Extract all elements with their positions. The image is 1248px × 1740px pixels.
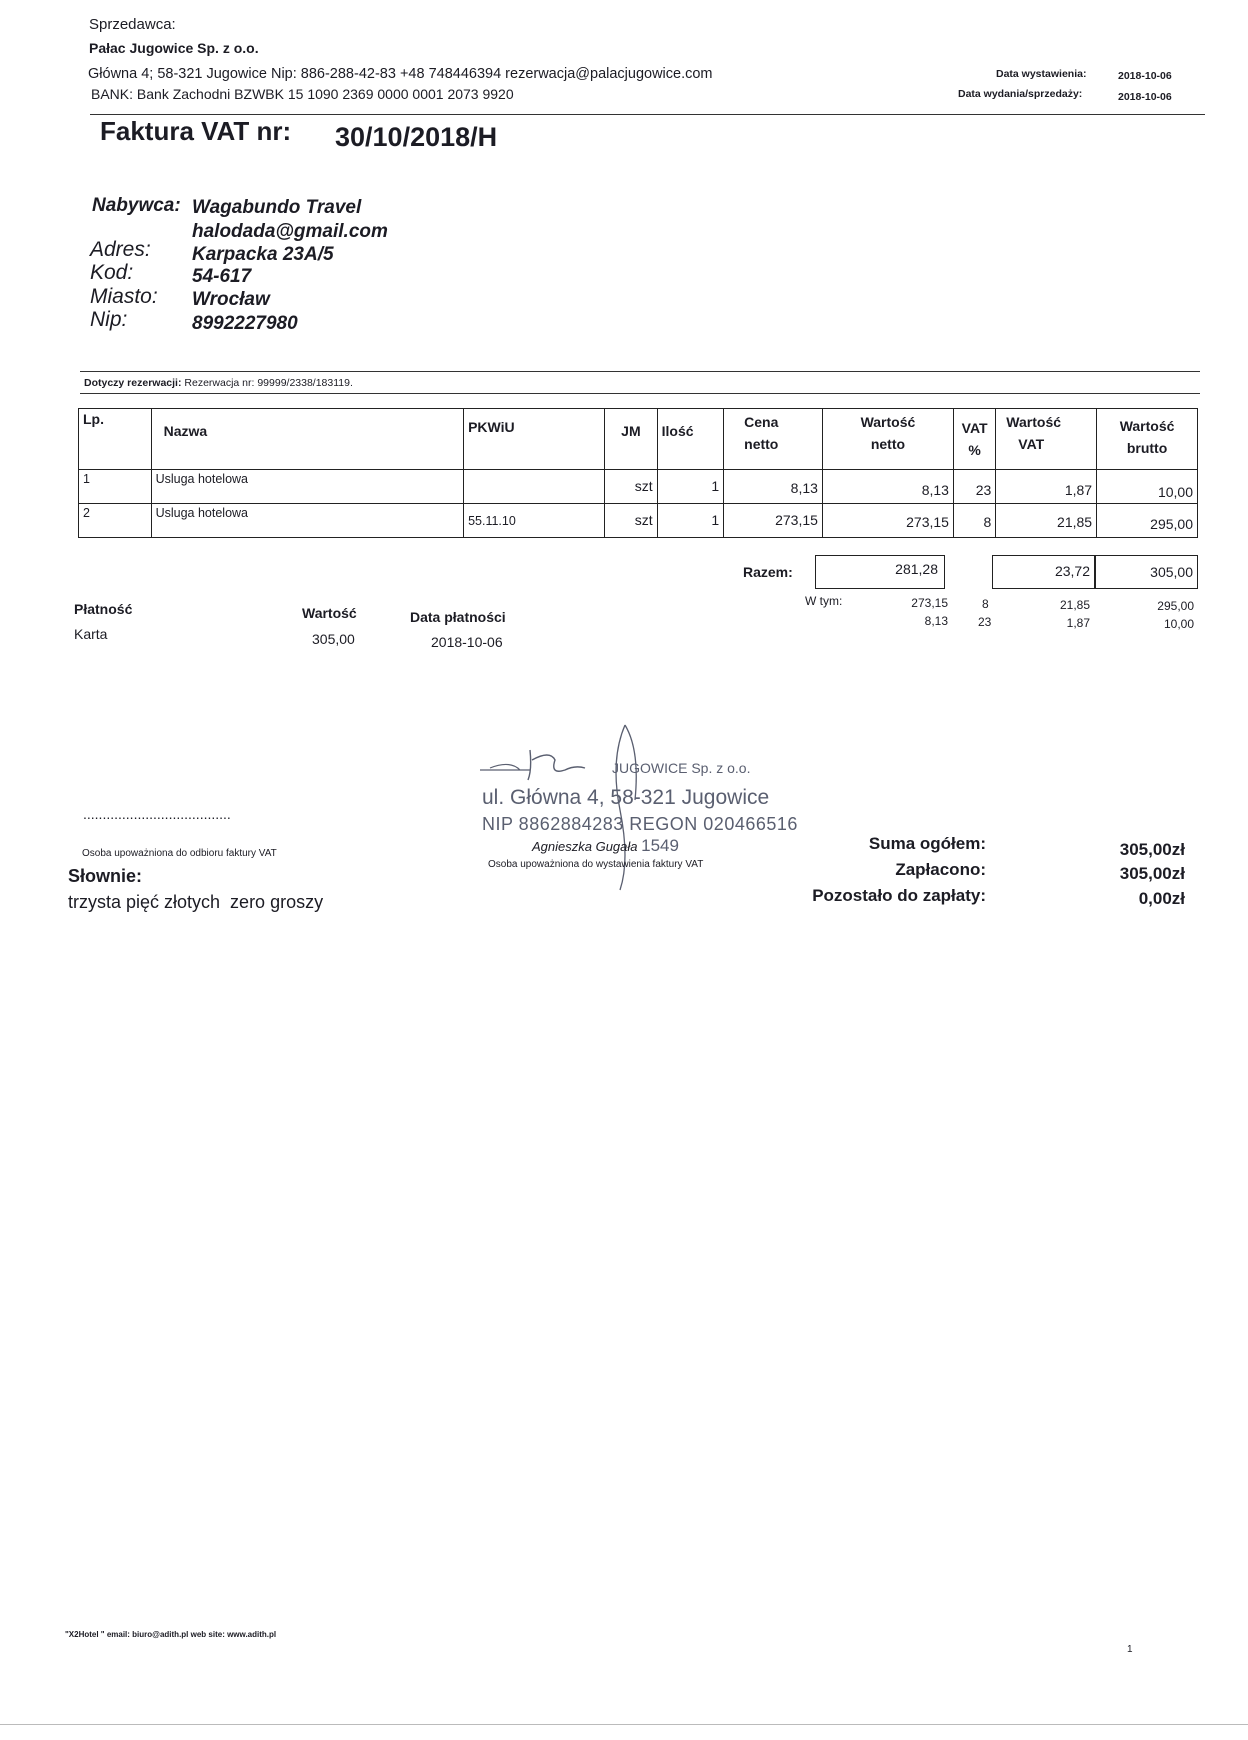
sale-date-value: 2018-10-06 [1118,91,1172,103]
w-tym-brutto: 295,00 [1157,599,1194,613]
reservation-label: Dotyczy rezerwacji: [84,377,182,389]
col-vat: VAT % [953,409,995,470]
summary-paid: 305,00zł [1119,864,1185,883]
items-table [78,408,1198,538]
signature-name-text: Agnieszka Gugała [532,839,638,854]
row-nazwa: Usluga hotelowa [151,504,464,538]
reservation-line [84,377,353,389]
row-nazwa: Usluga hotelowa [151,470,464,504]
summary-remaining-label: Pozostało do zapłaty: [812,886,986,905]
page-number: 1 [1127,1644,1133,1655]
row-jm: szt [605,504,657,538]
buyer-name-label: Nabywca: [92,195,181,216]
w-tym-netto: 8,13 [924,614,948,628]
table-row [79,504,1198,538]
row-cena: 8,13 [724,470,823,504]
row-lp: 2 [79,504,152,538]
buyer-name: Wagabundo Travel [192,197,362,218]
issuer-label: Osoba upoważniona do wystawienia faktury VAT [488,859,704,870]
w-tym-label: W tym: [805,594,843,608]
razem-label: Razem: [743,564,793,580]
seller-label: Sprzedawca: [89,16,176,33]
razem-brutto: 305,00 [1095,555,1198,589]
receiver-signature-dots: ...................................... [83,806,231,822]
summary-paid-label: Zapłacono: [895,860,986,879]
buyer-code-label: Kod: [90,261,134,284]
payment-date-label: Data płatności [410,609,506,625]
payment-amount: 305,00 [312,631,355,647]
row-vat: 8 [953,504,995,538]
row-vat-value: 1,87 [996,470,1097,504]
words-label: Słownie: [68,866,143,886]
buyer-city-label: Miasto: [90,285,158,308]
summary-total-label: Suma ogółem: [868,834,986,853]
row-ilosc: 1 [657,470,724,504]
row-cena: 273,15 [724,504,823,538]
invoice-title: Faktura VAT nr: [100,116,292,146]
receiver-label: Osoba upoważniona do odbioru faktury VAT [82,848,277,859]
row-vat: 23 [953,470,995,504]
summary-total: 305,00zł [1119,840,1185,859]
col-lp: Lp. [79,409,152,470]
stamp-nip-regon: NIP 8862884283 REGON 020466516 [482,814,798,834]
buyer-address: Karpacka 23A/5 [192,244,334,265]
payment-method: Karta [74,626,108,642]
buyer-code: 54-617 [192,266,252,287]
row-brutto: 295,00 [1097,504,1198,538]
signature-name [532,836,679,856]
buyer-city: Wrocław [192,289,270,310]
col-cena: Cena netto [724,409,823,470]
buyer-nip-label: Nip: [90,308,128,331]
payment-date: 2018-10-06 [431,634,503,650]
issue-date-label: Data wystawienia: [996,68,1087,80]
col-wartosc-vat: Wartość VAT [996,409,1097,470]
col-pkwiu: PKWiU [464,409,605,470]
seller-address: Główna 4; 58-321 Jugowice Nip: 886-288-42-83 +48 748446394 rezerwacja@palacjugowice.com [88,66,713,82]
w-tym-vat-value: 1,87 [1066,616,1090,630]
row-netto: 8,13 [822,470,953,504]
issue-date-value: 2018-10-06 [1118,70,1172,82]
bottom-edge-line [0,1724,1248,1725]
signature-extra: 1549 [641,836,679,855]
row-pkwiu: 55.11.10 [464,504,605,538]
summary-remaining: 0,00zł [1138,889,1185,908]
row-netto: 273,15 [822,504,953,538]
invoice-number: 30/10/2018/H [335,122,498,152]
col-ilosc: Ilość [657,409,724,470]
payment-amount-label: Wartość [302,605,357,621]
row-brutto: 10,00 [1097,470,1198,504]
razem-vat-value: 23,72 [992,555,1095,589]
words-value: trzysta pięć złotych zero groszy [68,892,324,912]
w-tym-vat: 8 [982,597,989,611]
payment-method-label: Płatność [74,601,133,617]
row-lp: 1 [79,470,152,504]
seller-bank: BANK: Bank Zachodni BZWBK 15 1090 2369 0000 0001 2073 9920 [91,86,514,102]
col-wartosc-netto: Wartość netto [822,409,953,470]
row-pkwiu [464,470,605,504]
stamp-address: ul. Główna 4, 58-321 Jugowice [482,786,770,809]
table-header [79,409,1198,470]
row-jm: szt [605,470,657,504]
header-divider [90,114,1205,115]
col-wartosc-brutto: Wartość brutto [1097,409,1198,470]
buyer-address-label: Adres: [90,238,151,261]
table-row [79,470,1198,504]
col-nazwa: Nazwa [151,409,464,470]
seller-name: Pałac Jugowice Sp. z o.o. [89,40,259,56]
buyer-email: halodada@gmail.com [192,221,388,242]
reservation-bottom-line [80,393,1200,394]
row-ilosc: 1 [657,504,724,538]
razem-netto: 281,28 [815,555,945,589]
stamp-company: JUGOWICE Sp. z o.o. [612,760,751,776]
row-vat-value: 21,85 [996,504,1097,538]
footer-text: "X2Hotel " email: biuro@adith.pl web site: www.adith.pl [65,1630,277,1639]
reservation-top-line [80,371,1200,372]
buyer-nip: 8992227980 [192,313,298,334]
w-tym-vat: 23 [978,615,992,629]
sale-date-label: Data wydania/sprzedaży: [958,88,1083,100]
reservation-value: Rezerwacja nr: 99999/2338/183119. [184,377,353,389]
w-tym-brutto: 10,00 [1163,617,1194,631]
w-tym-netto: 273,15 [911,596,948,610]
col-jm: JM [605,409,657,470]
w-tym-vat-value: 21,85 [1059,598,1090,612]
